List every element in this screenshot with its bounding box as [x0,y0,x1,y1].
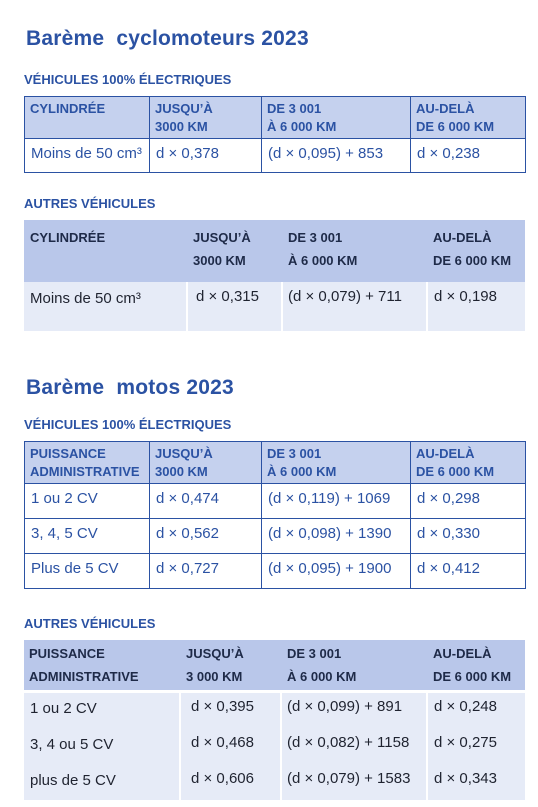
table-cell: Moins de 50 cm³ [24,282,188,331]
table-cell: d × 0,412 [411,554,526,589]
header-de-3001-a-6000: DE 3 001 À 6 000 KM [262,442,411,484]
table-cell: 3, 4 ou 5 CV [24,728,181,764]
table-header-row [24,220,525,282]
header-puissance-administrative: PUISSANCE ADMINISTRATIVE [24,640,181,690]
header-jusqua-3000: JUSQU’À 3 000 KM [181,640,282,690]
table-row [25,139,526,173]
table-cell: (d × 0,079) + 1583 [282,764,428,800]
cyclo-other-table [24,220,525,331]
motos-other-label: AUTRES VÉHICULES [24,616,156,631]
cyclo-section-title: Barème cyclomoteurs 2023 [26,27,309,50]
motos-section-title: Barème motos 2023 [26,376,234,399]
table-row [25,554,526,589]
table-cell: Plus de 5 CV [25,554,150,589]
motos-electric-table [24,441,526,589]
table-cell: d × 0,606 [181,764,282,800]
table-cell: d × 0,343 [428,764,525,800]
table-cell: plus de 5 CV [24,764,181,800]
header-de-3001-a-6000: DE 3 001 À 6 000 KM [283,220,428,282]
table-cell: d × 0,330 [411,519,526,554]
header-cylindree: CYLINDRÉE [25,97,150,139]
table-cell: d × 0,474 [150,484,262,519]
table-header-row [25,97,526,139]
table-row [24,764,525,800]
table-cell: d × 0,315 [188,282,283,331]
header-cylindree: CYLINDRÉE [24,220,188,282]
table-cell: d × 0,238 [411,139,526,173]
table-header-row [25,442,526,484]
table-row [24,282,525,331]
table-cell: (d × 0,082) + 1158 [282,728,428,764]
cyclo-electric-label: VÉHICULES 100% ÉLECTRIQUES [24,72,232,87]
header-jusqua-3000: JUSQU’À 3000 KM [150,97,262,139]
header-au-dela-6000: AU-DELÀ DE 6 000 KM [411,442,526,484]
table-cell: 3, 4, 5 CV [25,519,150,554]
table-cell: d × 0,562 [150,519,262,554]
table-cell: (d × 0,099) + 891 [282,694,428,728]
table-cell: (d × 0,098) + 1390 [262,519,411,554]
table-cell: d × 0,727 [150,554,262,589]
table-cell: Moins de 50 cm³ [25,139,150,173]
header-puissance-administrative: PUISSANCE ADMINISTRATIVE [25,442,150,484]
cyclo-other-label: AUTRES VÉHICULES [24,196,156,211]
table-cell: d × 0,248 [428,694,525,728]
table-cell: 1 ou 2 CV [24,694,181,728]
motos-electric-label: VÉHICULES 100% ÉLECTRIQUES [24,417,232,432]
table-cell: d × 0,198 [428,282,525,331]
table-cell: 1 ou 2 CV [25,484,150,519]
header-au-dela-6000: AU-DELÀ DE 6 000 KM [428,640,525,690]
table-cell: d × 0,395 [181,694,282,728]
table-cell: (d × 0,079) + 711 [283,282,428,331]
table-row [24,694,525,728]
table-cell: d × 0,275 [428,728,525,764]
table-row [25,484,526,519]
table-header-row [24,640,525,690]
table-cell: (d × 0,095) + 853 [262,139,411,173]
header-de-3001-a-6000: DE 3 001 À 6 000 KM [282,640,428,690]
header-jusqua-3000: JUSQU’À 3000 KM [150,442,262,484]
table-cell: d × 0,298 [411,484,526,519]
table-cell: (d × 0,095) + 1900 [262,554,411,589]
motos-other-table [24,640,525,800]
cyclo-electric-table [24,96,526,173]
header-au-dela-6000: AU-DELÀ DE 6 000 KM [411,97,526,139]
table-cell: d × 0,468 [181,728,282,764]
table-row [25,519,526,554]
table-row [24,728,525,764]
table-cell: d × 0,378 [150,139,262,173]
header-au-dela-6000: AU-DELÀ DE 6 000 KM [428,220,525,282]
header-jusqua-3000: JUSQU’À 3000 KM [188,220,283,282]
table-cell: (d × 0,119) + 1069 [262,484,411,519]
header-de-3001-a-6000: DE 3 001 À 6 000 KM [262,97,411,139]
